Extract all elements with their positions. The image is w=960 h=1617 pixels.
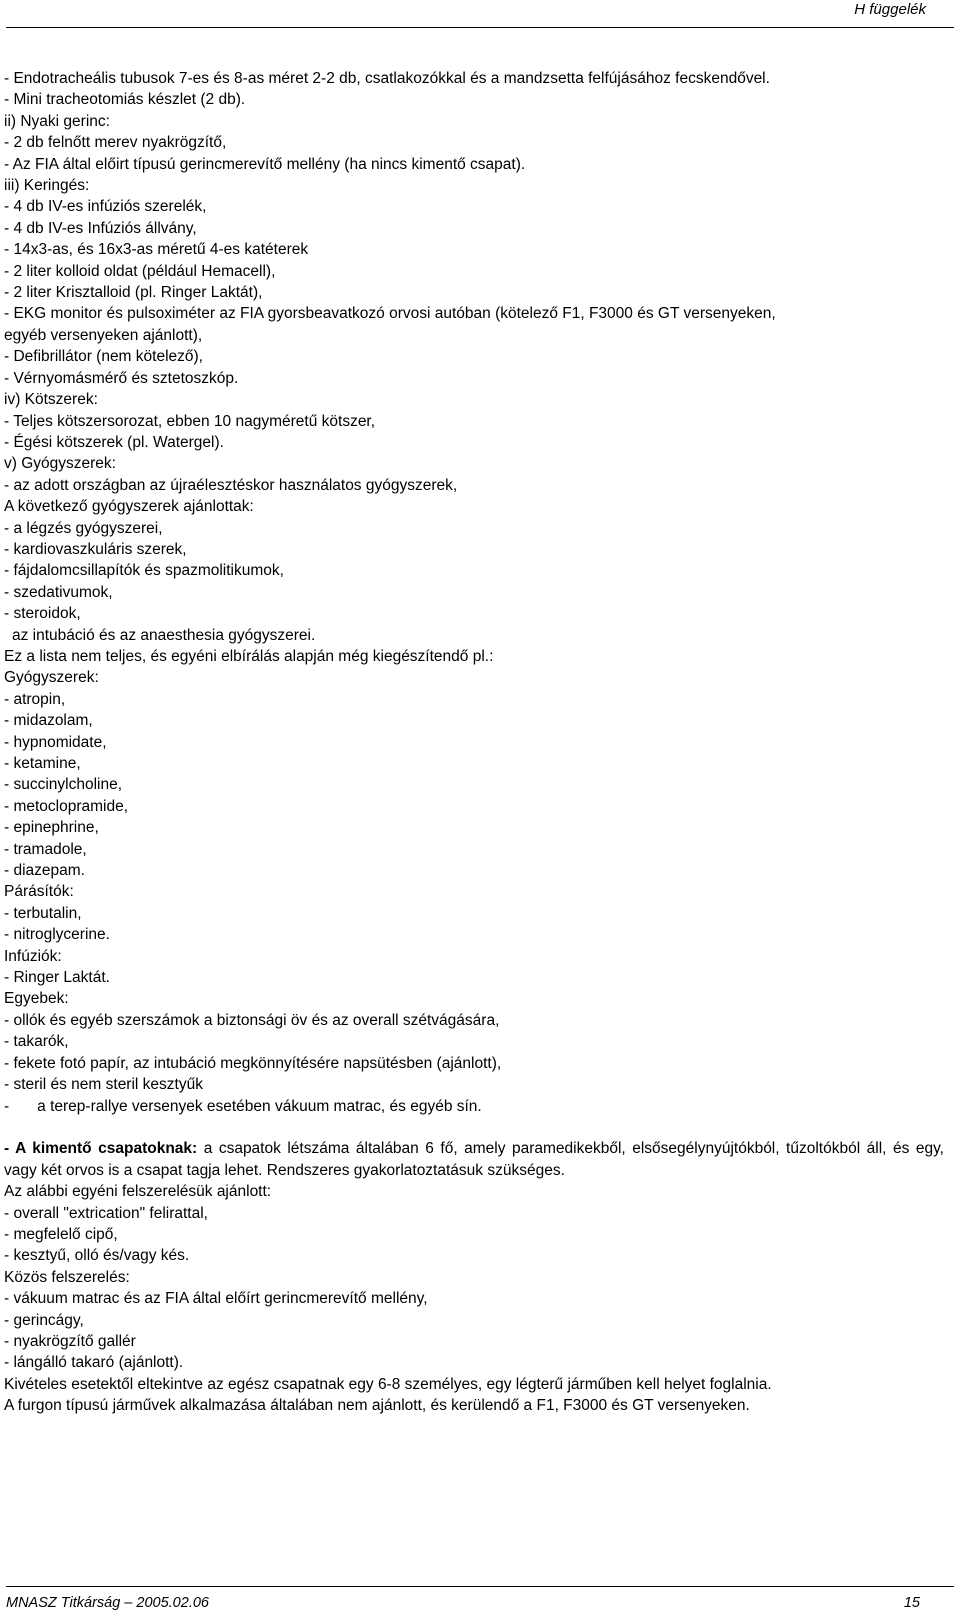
sub-heading: Az alábbi egyéni felszerelésük ajánlott: <box>4 1183 272 1201</box>
rescue-team-lead: - A kimentő csapatoknak: <box>4 1140 198 1158</box>
section-heading: v) Gyógyszerek: <box>4 455 116 473</box>
list-item: - Égési kötszerek (pl. Watergel). <box>4 433 224 451</box>
list-item: - tramadole, <box>4 840 87 858</box>
list-item: - Ringer Laktát. <box>4 969 110 987</box>
footer-source: MNASZ Titkárság – 2005.02.06 <box>6 1595 209 1611</box>
list-item: - Vérnyomásmérő és sztetoszkóp. <box>4 369 239 387</box>
section-heading: iv) Kötszerek: <box>4 391 98 409</box>
list-item: - szedativumok, <box>4 583 113 601</box>
sub-heading: Közös felszerelés: <box>4 1268 130 1286</box>
list-item: - steril és nem steril kesztyűk <box>4 1076 203 1094</box>
rescue-team-paragraph <box>4 1138 944 1181</box>
page-header-title: H függelék <box>854 1 926 18</box>
list-dash: - <box>4 1097 10 1115</box>
list-item: - gerincágy, <box>4 1311 84 1329</box>
list-item: - overall "extrication" felirattal, <box>4 1204 208 1222</box>
list-item: - EKG monitor és pulsoximéter az FIA gyorsbeavatkozó orvosi autóban (kötelező F1, F3000 és GT versenyeken, <box>4 305 776 323</box>
list-item: - nyakrögzítő gallér <box>4 1332 136 1350</box>
list-item: - takarók, <box>4 1033 69 1051</box>
note-line: Ez a lista nem teljes, és egyéni elbírálás alapján még kiegészítendő pl.: <box>4 647 494 665</box>
list-item: - lángálló takaró (ajánlott). <box>4 1354 184 1372</box>
list-item: - diazepam. <box>4 862 85 880</box>
list-item: - 2 db felnőtt merev nyakrögzítő, <box>4 134 227 152</box>
sub-heading: Infúziók: <box>4 947 62 965</box>
list-item-text: a terep-rallye versenyek esetében vákuum matrac, és egyéb sín. <box>37 1097 482 1115</box>
section-heading: ii) Nyaki gerinc: <box>4 112 110 130</box>
list-item: - 2 liter Krisztalloid (pl. Ringer Laktát), <box>4 284 263 302</box>
list-item: - 2 liter kolloid oldat (például Hemacell), <box>4 262 276 280</box>
list-item <box>4 1096 944 1117</box>
list-item: - Defibrillátor (nem kötelező), <box>4 348 203 366</box>
list-item-continuation: egyéb versenyeken ajánlott), <box>4 326 203 344</box>
document-body <box>4 68 944 1417</box>
list-item: - megfelelő cipő, <box>4 1225 118 1243</box>
list-item: - Az FIA által előirt típusú gerincmerevítő mellény (ha nincs kimentő csapat). <box>4 155 526 173</box>
list-item: - a légzés gyógyszerei, <box>4 519 163 537</box>
list-item: - ketamine, <box>4 755 81 772</box>
list-item: - ollók és egyéb szerszámok a biztonsági öv és az overall szétvágására, <box>4 1011 500 1029</box>
page-number: 15 <box>903 1595 920 1611</box>
list-item: - fájdalomcsillapítók és spazmolitikumok, <box>4 562 284 580</box>
list-item: - az adott országban az újraélesztéskor használatos gyógyszerek, <box>4 476 458 494</box>
list-item: - 14x3-as, és 16x3-as méretű 4-es katéterek <box>4 241 309 259</box>
sub-heading: Gyógyszerek: <box>4 669 99 687</box>
sub-heading: Egyebek: <box>4 990 69 1008</box>
list-item: - kesztyű, olló és/vagy kés. <box>4 1247 190 1265</box>
list-item: - atropin, <box>4 690 66 708</box>
list-item: - metoclopramide, <box>4 797 129 815</box>
header-rule <box>6 27 954 28</box>
note-line: Kivételes esetektől eltekintve az egész csapatnak egy 6-8 személyes, egy légterű járműben kell helyet foglalnia. <box>4 1375 772 1393</box>
sub-heading: A következő gyógyszerek ajánlottak: <box>4 498 254 516</box>
list-item: - terbutalin, <box>4 904 82 922</box>
list-item: - fekete fotó papír, az intubáció megkönnyítésére napsütésben (ajánlott), <box>4 1054 502 1072</box>
note-line: A furgon típusú járművek alkalmazása általában nem ajánlott, és kerülendő a F1, F3000 és GT versenyeken. <box>4 1397 750 1415</box>
list-item: - Endotracheális tubusok 7-es és 8-as méret 2-2 db, csatlakozókkal és a mandzsetta felfújásához fecskendővel. <box>4 70 770 87</box>
list-item: - 4 db IV-es Infúziós állvány, <box>4 219 197 237</box>
list-item: - Teljes kötszersorozat, ebben 10 nagyméretű kötszer, <box>4 412 376 430</box>
list-item: - vákuum matrac és az FIA által előírt gerincmerevítő mellény, <box>4 1290 428 1308</box>
page-footer <box>6 1586 954 1611</box>
list-item: - midazolam, <box>4 712 93 730</box>
section-heading: iii) Keringés: <box>4 177 90 195</box>
list-item: az intubáció és az anaesthesia gyógyszerei. <box>12 626 316 644</box>
list-item: - hypnomidate, <box>4 733 107 751</box>
list-item: - epinephrine, <box>4 819 99 837</box>
list-item: - succinylcholine, <box>4 776 123 794</box>
rescue-team-text: a csapatok létszáma általában 6 fő, amely paramedikekből, elsősegélynyújtókból, tűzoltókból áll, és egy, vagy két orvos is a csapat tagja lehet. Rendszeres gyakorlatoztatásuk szükséges. <box>4 1140 944 1179</box>
list-item: - 4 db IV-es infúziós szerelék, <box>4 198 207 216</box>
list-item: - kardiovaszkuláris szerek, <box>4 540 187 558</box>
list-item: - steroidok, <box>4 605 81 623</box>
list-item: - nitroglycerine. <box>4 926 110 944</box>
list-item: - Mini tracheotomiás készlet (2 db). <box>4 91 246 109</box>
sub-heading: Párásítók: <box>4 883 74 901</box>
